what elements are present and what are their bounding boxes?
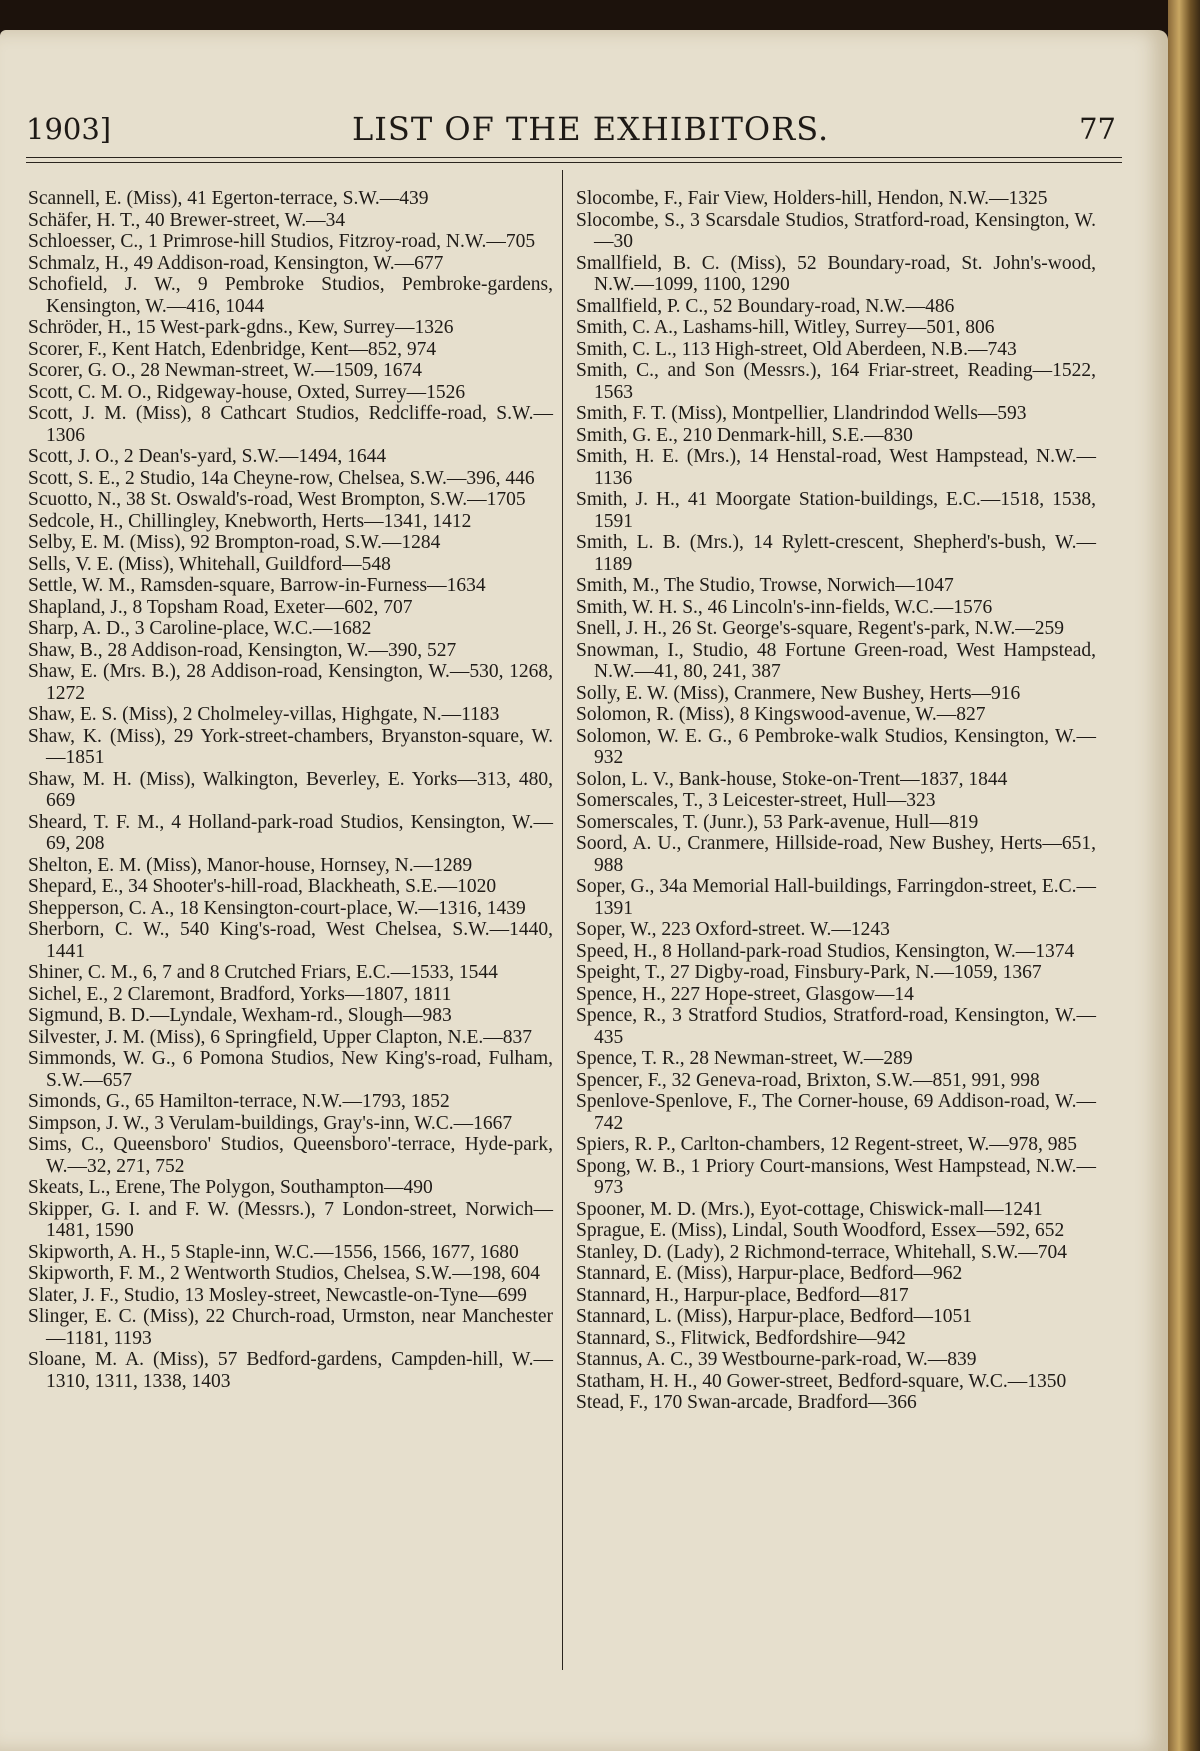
exhibitor-entry: Sharp, A. D., 3 Caroline-place, W.C.—1682 bbox=[28, 618, 372, 639]
exhibitor-entry: Simpson, J. W., 3 Verulam-buildings, Gray's-inn, W.C.—1667 bbox=[28, 1112, 513, 1134]
exhibitor-entry: Skeats, L., Erene, The Polygon, Southampton—490 bbox=[28, 1177, 433, 1198]
book-page bbox=[0, 30, 1168, 1751]
exhibitor-entry: Spence, H., 227 Hope-street, Glasgow—14 bbox=[576, 983, 914, 1005]
exhibitor-entry: Simmonds, W. G., 6 Pomona Studios, New King's-road, Fulham, S.W.—657 bbox=[28, 1048, 553, 1091]
page-number: 77 bbox=[1079, 112, 1116, 146]
exhibitor-entry: Soper, W., 223 Oxford-street. W.—1243 bbox=[576, 919, 890, 940]
exhibitor-entry: Stead, F., 170 Swan-arcade, Bradford—366 bbox=[576, 1392, 917, 1413]
exhibitor-entry: Snowman, I., Studio, 48 Fortune Green-road, West Hampstead, N.W.—41, 80, 241, 387 bbox=[576, 639, 1096, 682]
exhibitor-entry: Smith, L. B. (Mrs.), 14 Rylett-crescent, Shepherd's-bush, W.—1189 bbox=[576, 532, 1096, 575]
exhibitor-entry: Smith, C., and Son (Messrs.), 164 Friar-street, Reading—1522, 1563 bbox=[576, 360, 1096, 403]
header-rule-double bbox=[26, 162, 1122, 163]
exhibitor-entry: Solly, E. W. (Miss), Cranmere, New Bushey, Herts—916 bbox=[576, 682, 1021, 704]
exhibitor-entry: Sloane, M. A. (Miss), 57 Bedford-gardens, Campden-hill, W.—1310, 1311, 1338, 1403 bbox=[28, 1349, 553, 1392]
exhibitor-entry: Smith, G. E., 210 Denmark-hill, S.E.—830 bbox=[576, 424, 913, 446]
exhibitor-entry: Stannard, H., Harpur-place, Bedford—817 bbox=[576, 1284, 909, 1306]
exhibitor-entry: Sichel, E., 2 Claremont, Bradford, Yorks—1807, 1811 bbox=[28, 983, 452, 1005]
page-title: LIST OF THE EXHIBITORS. bbox=[352, 110, 830, 148]
exhibitor-entry: Scannell, E. (Miss), 41 Egerton-terrace, S.W.—439 bbox=[28, 188, 429, 209]
column-divider bbox=[562, 170, 563, 1670]
exhibitor-entry: Soord, A. U., Cranmere, Hillside-road, New Bushey, Herts—651, 988 bbox=[576, 833, 1096, 876]
exhibitor-entry: Schäfer, H. T., 40 Brewer-street, W.—34 bbox=[28, 209, 346, 231]
exhibitor-entry: Scorer, F., Kent Hatch, Edenbridge, Kent—852, 974 bbox=[28, 338, 437, 360]
right-column bbox=[576, 188, 1096, 1414]
exhibitor-entry: Scott, J. O., 2 Dean's-yard, S.W.—1494, 1644 bbox=[28, 446, 387, 467]
exhibitor-entry: Schofield, J. W., 9 Pembroke Studios, Pembroke-gardens, Kensington, W.—416, 1044 bbox=[28, 274, 553, 317]
exhibitor-entry: Skipworth, F. M., 2 Wentworth Studios, Chelsea, S.W.—198, 604 bbox=[28, 1263, 541, 1284]
exhibitor-entry: Shelton, E. M. (Miss), Manor-house, Hornsey, N.—1289 bbox=[28, 854, 473, 876]
exhibitor-entry: Simonds, G., 65 Hamilton-terrace, N.W.—1793, 1852 bbox=[28, 1091, 450, 1112]
exhibitor-entry: Slocombe, S., 3 Scarsdale Studios, Stratford-road, Kensington, W.—30 bbox=[576, 209, 1096, 252]
exhibitor-entry: Smallfield, P. C., 52 Boundary-road, N.W.—486 bbox=[576, 295, 955, 317]
exhibitor-entry: Solon, L. V., Bank-house, Stoke-on-Trent—1837, 1844 bbox=[576, 768, 1008, 790]
exhibitor-entry: Schmalz, H., 49 Addison-road, Kensington, W.—677 bbox=[28, 252, 444, 274]
exhibitor-entry: Scuotto, N., 38 St. Oswald's-road, West Brompton, S.W.—1705 bbox=[28, 489, 526, 510]
exhibitor-entry: Smith, H. E. (Mrs.), 14 Henstal-road, West Hampstead, N.W.—1136 bbox=[576, 446, 1096, 489]
exhibitor-entry: Spenlove-Spenlove, F., The Corner-house, 69 Addison-road, W.—742 bbox=[576, 1091, 1096, 1134]
exhibitor-entry: Shaw, B., 28 Addison-road, Kensington, W.—390, 527 bbox=[28, 639, 457, 661]
exhibitor-entry: Stannard, E. (Miss), Harpur-place, Bedford—962 bbox=[576, 1263, 963, 1284]
exhibitor-entry: Skipworth, A. H., 5 Staple-inn, W.C.—1556, 1566, 1677, 1680 bbox=[28, 1241, 519, 1263]
exhibitor-entry: Shaw, E. S. (Miss), 2 Cholmeley-villas, Highgate, N.—1183 bbox=[28, 704, 500, 725]
exhibitor-entry: Somerscales, T. (Junr.), 53 Park-avenue, Hull—819 bbox=[576, 811, 979, 833]
exhibitor-entry: Smith, J. H., 41 Moorgate Station-buildings, E.C.—1518, 1538, 1591 bbox=[576, 489, 1096, 532]
exhibitor-entry: Sigmund, B. D.—Lyndale, Wexham-rd., Slough—983 bbox=[28, 1005, 452, 1026]
exhibitor-entry: Shapland, J., 8 Topsham Road, Exeter—602, 707 bbox=[28, 596, 413, 618]
exhibitor-entry: Solomon, W. E. G., 6 Pembroke-walk Studios, Kensington, W.—932 bbox=[576, 725, 1096, 768]
exhibitor-entry: Skipper, G. I. and F. W. (Messrs.), 7 London-street, Norwich—1481, 1590 bbox=[28, 1198, 553, 1241]
exhibitor-entry: Silvester, J. M. (Miss), 6 Springfield, Upper Clapton, N.E.—837 bbox=[28, 1026, 533, 1048]
exhibitor-entry: Sprague, E. (Miss), Lindal, South Woodford, Essex—592, 652 bbox=[576, 1220, 1065, 1241]
exhibitor-entry: Speight, T., 27 Digby-road, Finsbury-Park, N.—1059, 1367 bbox=[576, 962, 1042, 983]
exhibitor-entry: Smith, C. L., 113 High-street, Old Aberdeen, N.B.—743 bbox=[576, 338, 1017, 360]
exhibitor-entry: Snell, J. H., 26 St. George's-square, Regent's-park, N.W.—259 bbox=[576, 618, 1064, 639]
exhibitor-entry: Smith, W. H. S., 46 Lincoln's-inn-fields, W.C.—1576 bbox=[576, 596, 993, 618]
exhibitor-entry: Sheard, T. F. M., 4 Holland-park-road Studios, Kensington, W.—69, 208 bbox=[28, 811, 553, 854]
exhibitor-entry: Sherborn, C. W., 540 King's-road, West Chelsea, S.W.—1440, 1441 bbox=[28, 919, 553, 962]
exhibitor-entry: Scott, S. E., 2 Studio, 14a Cheyne-row, Chelsea, S.W.—396, 446 bbox=[28, 467, 535, 489]
exhibitor-entry: Shaw, E. (Mrs. B.), 28 Addison-road, Kensington, W.—530, 1268, 1272 bbox=[28, 661, 553, 704]
page-header bbox=[26, 88, 1116, 148]
exhibitor-entry: Scott, J. M. (Miss), 8 Cathcart Studios, Redcliffe-road, S.W.—1306 bbox=[28, 403, 553, 446]
exhibitor-entry: Shepard, E., 34 Shooter's-hill-road, Blackheath, S.E.—1020 bbox=[28, 876, 497, 897]
exhibitor-entry: Somerscales, T., 3 Leicester-street, Hull—323 bbox=[576, 790, 936, 811]
exhibitor-entry: Spence, R., 3 Stratford Studios, Stratford-road, Kensington, W.—435 bbox=[576, 1005, 1096, 1048]
exhibitor-entry: Smith, M., The Studio, Trowse, Norwich—1047 bbox=[576, 575, 954, 596]
exhibitor-entry: Spong, W. B., 1 Priory Court-mansions, West Hampstead, N.W.—973 bbox=[576, 1155, 1096, 1198]
exhibitor-entry: Statham, H. H., 40 Gower-street, Bedford-square, W.C.—1350 bbox=[576, 1370, 1067, 1392]
exhibitor-entry: Speed, H., 8 Holland-park-road Studios, Kensington, W.—1374 bbox=[576, 940, 1075, 962]
exhibitor-entry: Schröder, H., 15 West-park-gdns., Kew, Surrey—1326 bbox=[28, 317, 454, 338]
exhibitor-entry: Stannard, L. (Miss), Harpur-place, Bedford—1051 bbox=[576, 1306, 973, 1327]
exhibitor-entry: Smith, F. T. (Miss), Montpellier, Llandrindod Wells—593 bbox=[576, 403, 1027, 424]
exhibitor-entry: Spiers, R. P., Carlton-chambers, 12 Regent-street, W.—978, 985 bbox=[576, 1134, 1077, 1155]
book-spine bbox=[1168, 0, 1200, 1751]
exhibitor-entry: Shepperson, C. A., 18 Kensington-court-place, W.—1316, 1439 bbox=[28, 897, 526, 919]
exhibitor-entry: Stanley, D. (Lady), 2 Richmond-terrace, Whitehall, S.W.—704 bbox=[576, 1241, 1067, 1263]
exhibitor-entry: Sims, C., Queensboro' Studios, Queensboro'-terrace, Hyde-park, W.—32, 271, 752 bbox=[28, 1134, 553, 1177]
exhibitor-entry: Schloesser, C., 1 Primrose-hill Studios, Fitzroy-road, N.W.—705 bbox=[28, 231, 536, 252]
exhibitor-entry: Slater, J. F., Studio, 13 Mosley-street, Newcastle-on-Tyne—699 bbox=[28, 1284, 527, 1306]
exhibitor-entry: Shiner, C. M., 6, 7 and 8 Crutched Friars, E.C.—1533, 1544 bbox=[28, 962, 498, 983]
exhibitor-entry: Scorer, G. O., 28 Newman-street, W.—1509, 1674 bbox=[28, 360, 423, 381]
exhibitor-entry: Selby, E. M. (Miss), 92 Brompton-road, S.W.—1284 bbox=[28, 532, 441, 553]
exhibitor-entry: Smallfield, B. C. (Miss), 52 Boundary-road, St. John's-wood, N.W.—1099, 1100, 1290 bbox=[576, 252, 1096, 295]
exhibitor-entry: Soper, G., 34a Memorial Hall-buildings, Farringdon-street, E.C.—1391 bbox=[576, 876, 1096, 919]
header-year: 1903] bbox=[26, 112, 112, 146]
exhibitor-entry: Slinger, E. C. (Miss), 22 Church-road, Urmston, near Manchester—1181, 1193 bbox=[28, 1306, 553, 1349]
exhibitor-entry: Sells, V. E. (Miss), Whitehall, Guildford—548 bbox=[28, 553, 391, 575]
exhibitor-entry: Shaw, M. H. (Miss), Walkington, Beverley, E. Yorks—313, 480, 669 bbox=[28, 768, 553, 811]
exhibitor-entry: Shaw, K. (Miss), 29 York-street-chambers, Bryanston-square, W.—1851 bbox=[28, 725, 553, 768]
exhibitor-entry: Scott, C. M. O., Ridgeway-house, Oxted, Surrey—1526 bbox=[28, 381, 466, 403]
left-column bbox=[28, 188, 553, 1392]
exhibitor-entry: Stannard, S., Flitwick, Bedfordshire—942 bbox=[576, 1327, 906, 1349]
exhibitor-entry: Spooner, M. D. (Mrs.), Eyot-cottage, Chiswick-mall—1241 bbox=[576, 1198, 1043, 1220]
exhibitor-entry: Smith, C. A., Lashams-hill, Witley, Surrey—501, 806 bbox=[576, 317, 995, 338]
header-rule bbox=[26, 157, 1122, 158]
exhibitor-entry: Stannus, A. C., 39 Westbourne-park-road, W.—839 bbox=[576, 1349, 977, 1370]
exhibitor-entry: Solomon, R. (Miss), 8 Kingswood-avenue, W.—827 bbox=[576, 704, 986, 725]
exhibitor-entry: Slocombe, F., Fair View, Holders-hill, Hendon, N.W.—1325 bbox=[576, 188, 1048, 209]
exhibitor-entry: Sedcole, H., Chillingley, Knebworth, Herts—1341, 1412 bbox=[28, 510, 472, 532]
exhibitor-entry: Spencer, F., 32 Geneva-road, Brixton, S.W.—851, 991, 998 bbox=[576, 1069, 1040, 1091]
exhibitor-entry: Spence, T. R., 28 Newman-street, W.—289 bbox=[576, 1048, 913, 1069]
exhibitor-entry: Settle, W. M., Ramsden-square, Barrow-in-Furness—1634 bbox=[28, 575, 486, 596]
